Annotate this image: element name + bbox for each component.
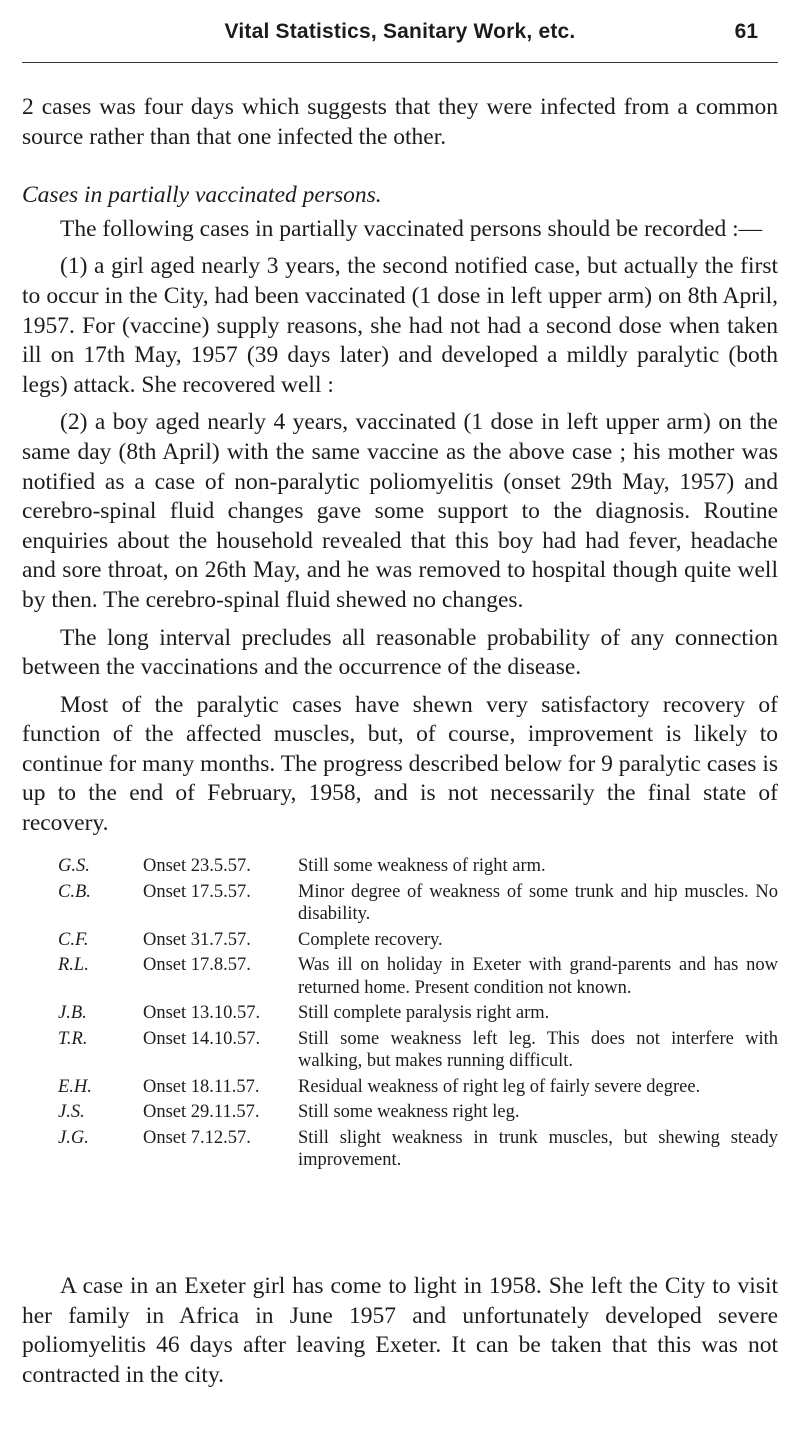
case-note: Complete recovery. <box>298 929 443 950</box>
case-onset: Onset 14.10.57. <box>143 1028 261 1049</box>
paragraph-continuation: 2 cases was four days which suggests that they were infected from a common source rather than that one infected the other. <box>22 94 778 150</box>
header-title: Vital Statistics, Sanitary Work, etc. <box>224 20 576 43</box>
case-row <box>58 929 778 952</box>
header-rule <box>22 62 778 63</box>
running-header <box>0 18 800 52</box>
page-number: 61 <box>734 20 758 43</box>
case-initials: G.S. <box>58 856 90 876</box>
paragraph-intro: The following cases in partially vaccinated persons should be recorded :— <box>60 215 763 242</box>
closing-text <box>22 1272 778 1390</box>
case-row <box>58 1028 778 1073</box>
case-note: Still complete paralysis right arm. <box>298 1003 550 1023</box>
case-initials: J.B. <box>58 1003 87 1023</box>
paragraph-case-1: (1) a girl aged nearly 3 years, the second notified case, but actually the first to occur in the City, had been vaccinated (1 dose in left upper arm) on 8th April, 1957. For (vaccine) supply reasons, she had not had a second dose when taken ill on 17th May, 1957 (39 days later) and developed a mildly paralytic (both legs) attack. She recovered well : <box>22 253 778 398</box>
case-initials: C.F. <box>58 929 89 950</box>
case-row <box>58 1127 778 1172</box>
case-note: Minor degree of weakness of some trunk and hip muscles. No disability. <box>298 881 778 924</box>
case-row <box>58 1002 778 1025</box>
paragraph-interval: The long interval precludes all reasonable probability of any connection between the vaccinations and the occurrence of the disease. <box>22 624 778 681</box>
case-onset: Onset 18.11.57. <box>143 1076 260 1097</box>
case-note: Still slight weakness in trunk muscles, but shewing steady improvement. <box>298 1127 778 1170</box>
case-onset: Onset 17.8.57. <box>143 955 251 975</box>
case-onset: Onset 23.5.57. <box>143 856 251 876</box>
paragraph-case-2: (2) a boy aged nearly 4 years, vaccinated (1 dose in left upper arm) on the same day (8th April) with the same vaccine as the above case ; his mother was notified as a case of non-paralytic poliomyelitis (onset 29th May, 1957) and cerebro-spinal fluid changes gave some support to the diagnosis. Routine enquiries about the household revealed that this boy had had fever, headache and sore throat, on 26th May, and he was removed to hospital though quite well by then. The cerebro-spinal fluid shewed no changes. <box>22 409 778 613</box>
case-onset: Onset 29.11.57. <box>143 1102 260 1122</box>
case-initials: T.R. <box>58 1028 88 1049</box>
case-note: Residual weakness of right leg of fairly severe degree. <box>298 1076 701 1097</box>
main-text <box>22 93 778 839</box>
case-onset: Onset 7.12.57. <box>143 1127 251 1148</box>
case-initials: R.L. <box>58 955 89 975</box>
paragraph-recovery: Most of the paralytic cases have shewn very satisfactory recovery of function of the affected muscles, but, of course, improvement is likely to continue for many months. The progress described below for 9 paralytic cases is up to the end of February, 1958, and is not necessarily the final state of recovery. <box>22 691 778 837</box>
case-initials: E.H. <box>58 1076 92 1097</box>
case-note: Was ill on holiday in Exeter with grand-parents and has now returned home. Present condition not known. <box>298 955 778 998</box>
case-onset: Onset 31.7.57. <box>143 929 251 950</box>
case-initials: J.S. <box>58 1102 85 1122</box>
case-row <box>58 1076 778 1099</box>
case-note: Still some weakness of right arm. <box>298 856 546 876</box>
case-row <box>58 1101 778 1124</box>
case-row <box>58 881 778 926</box>
case-row <box>58 954 778 999</box>
section-heading: Cases in partially vaccinated persons. <box>22 182 382 209</box>
case-list <box>58 855 778 1175</box>
case-initials: C.B. <box>58 881 91 902</box>
case-initials: J.G. <box>58 1127 89 1148</box>
case-note: Still some weakness left leg. This does not interfere with walking, but makes running difficult. <box>298 1028 778 1071</box>
case-note: Still some weakness right leg. <box>298 1102 520 1122</box>
paragraph-exeter-case: A case in an Exeter girl has come to light in 1958. She left the City to visit her family in Africa in June 1957 and unfortunately developed severe poliomyelitis 46 days after leaving Exeter. It can be taken that this was not contracted in the city. <box>22 1273 778 1388</box>
case-onset: Onset 17.5.57. <box>143 881 251 902</box>
case-row <box>58 855 778 878</box>
case-onset: Onset 13.10.57. <box>143 1003 261 1023</box>
